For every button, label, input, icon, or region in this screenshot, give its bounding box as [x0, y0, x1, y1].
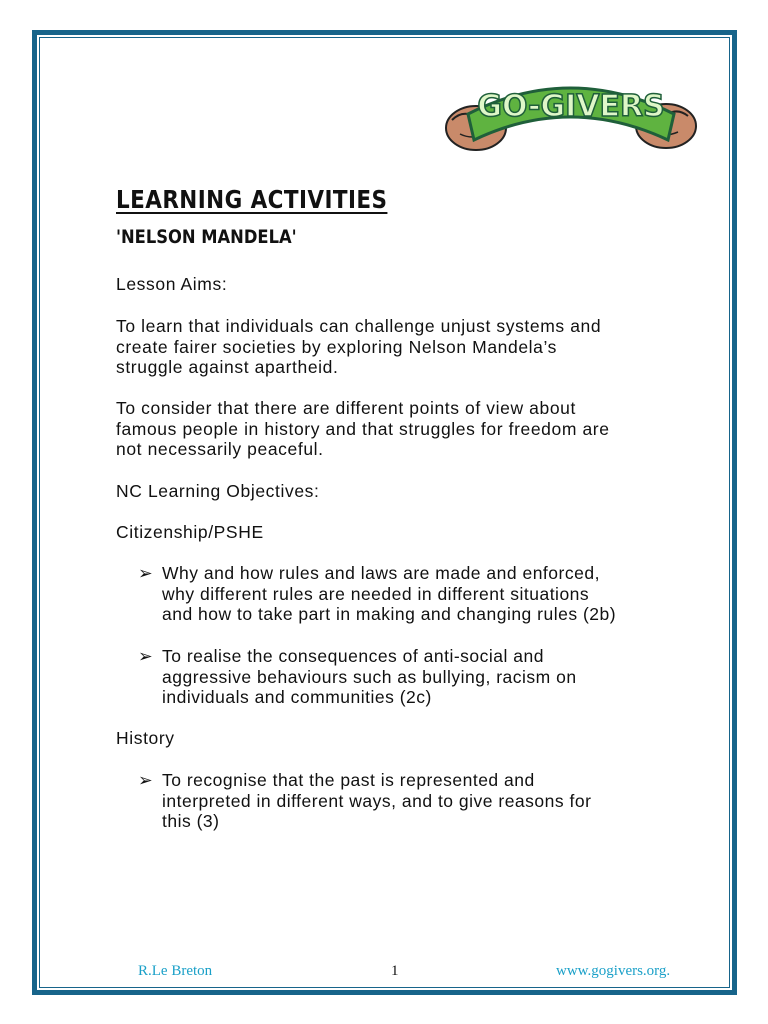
bullet-line: To realise the consequences of anti-social and: [162, 646, 544, 666]
aim-line: To learn that individuals can challenge unjust systems and: [116, 316, 602, 336]
aim-line: struggle against apartheid.: [116, 357, 339, 377]
section-heading-citizenship: Citizenship/PSHE: [116, 522, 264, 542]
page-title: LEARNING ACTIVITIES: [116, 185, 388, 214]
bullet-line: why different rules are needed in different situations: [162, 583, 590, 604]
aim-line: famous people in history and that struggles for freedom are: [116, 418, 610, 439]
bullet-line: individuals and communities (2c): [162, 687, 432, 707]
bullet-line: To recognise that the past is represented and: [162, 770, 535, 790]
aim-line: To consider that there are different points of view about: [116, 398, 576, 418]
bullet-line: interpreted in different ways, and to give reasons for: [162, 790, 592, 811]
footer-website-link[interactable]: www.gogivers.org.: [556, 963, 671, 979]
go-givers-logo: [440, 70, 700, 160]
arrow-bullet-icon: ➢: [138, 770, 153, 790]
bullet-line: and how to take part in making and changing rules (2b): [162, 604, 617, 624]
footer-author: R.Le Breton: [138, 963, 213, 979]
aim-line: not necessarily peaceful.: [116, 439, 324, 459]
arrow-bullet-icon: ➢: [138, 563, 153, 583]
objectives-label: NC Learning Objectives:: [116, 481, 320, 501]
logo-text: GO-GIVERS: [477, 89, 665, 124]
arrow-bullet-icon: ➢: [138, 646, 153, 666]
page-border-inner: [39, 37, 730, 988]
bullet-line: Why and how rules and laws are made and enforced,: [162, 563, 600, 583]
section-heading-history: History: [116, 728, 175, 748]
bullet-line: aggressive behaviours such as bullying, racism on: [162, 666, 577, 687]
page-subtitle: 'NELSON MANDELA': [116, 226, 297, 248]
lesson-aims-label: Lesson Aims:: [116, 274, 228, 294]
bullet-line: this (3): [162, 811, 220, 831]
aim-line: create fairer societies by exploring Nelson Mandela’s: [116, 336, 557, 357]
footer-page-number: 1: [391, 963, 399, 979]
